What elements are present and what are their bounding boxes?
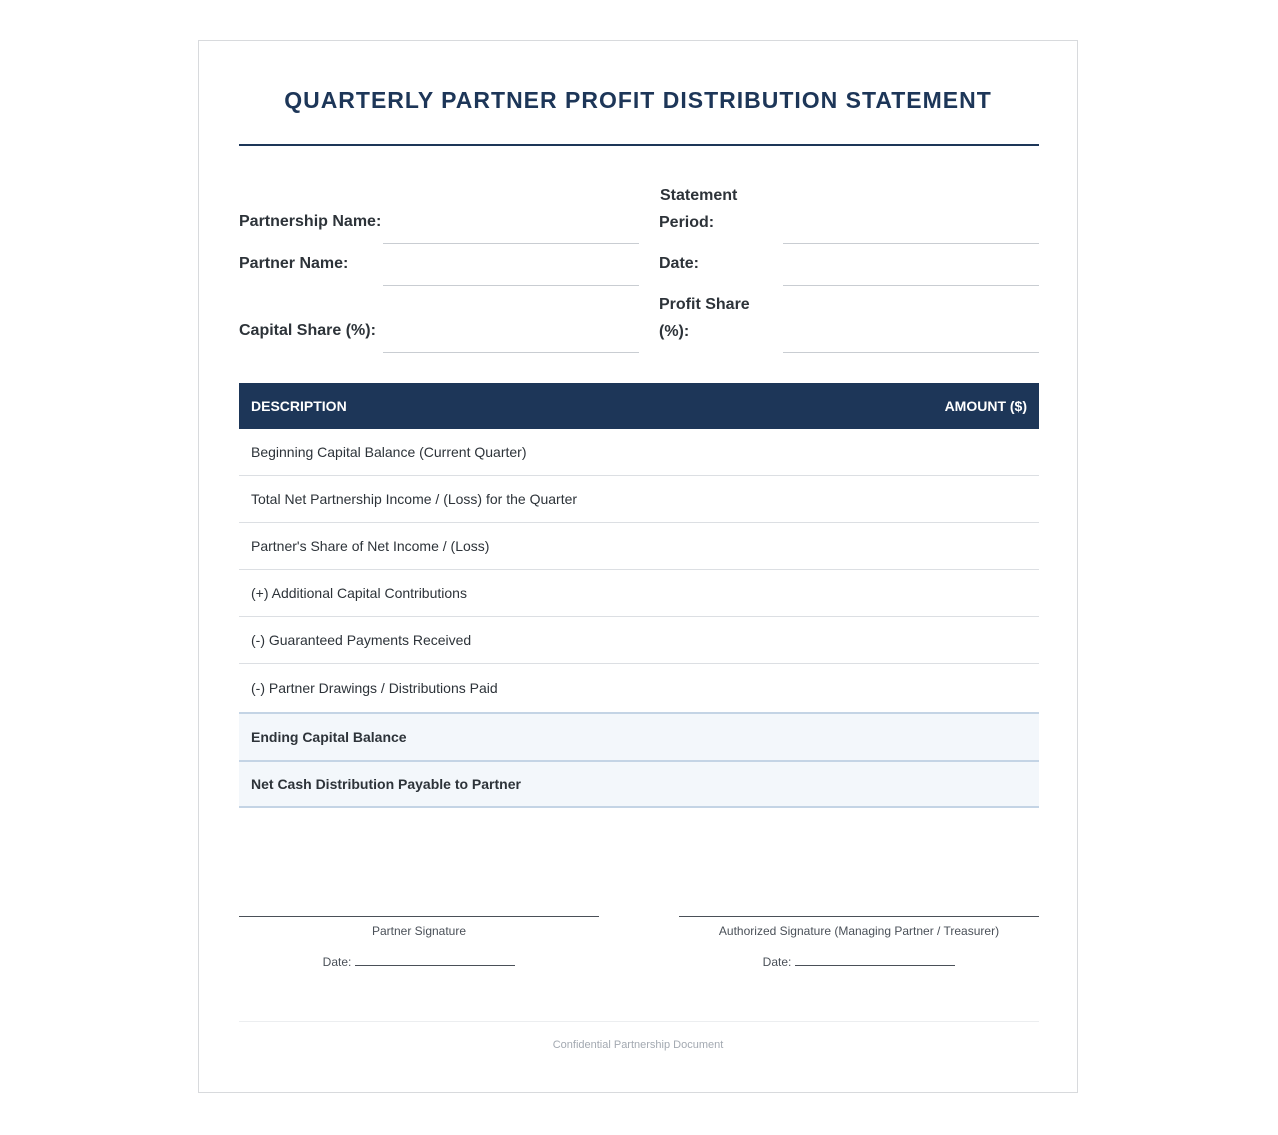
table-row <box>239 429 1039 476</box>
ending-capital-row <box>239 712 1039 760</box>
capital-share-field[interactable] <box>383 352 639 353</box>
footer-divider <box>239 1021 1039 1022</box>
profit-share-label-line-2: (%): <box>659 323 690 340</box>
row-description: Partner's Share of Net Income / (Loss) <box>251 538 490 554</box>
table-row <box>239 570 1039 617</box>
row-description: (-) Guaranteed Payments Received <box>251 632 472 648</box>
authorized-signature-line[interactable] <box>679 916 1039 917</box>
row-description: (-) Partner Drawings / Distributions Paid <box>251 680 498 696</box>
authorized-date-field[interactable] <box>795 954 955 966</box>
statement-period-label <box>659 183 737 236</box>
table-header <box>239 383 1039 429</box>
statement-page <box>198 40 1078 1093</box>
net-distribution-row <box>239 760 1039 808</box>
total-description: Ending Capital Balance <box>251 729 407 745</box>
partner-date-field[interactable] <box>355 954 515 966</box>
partner-date-label: Date: <box>322 955 352 969</box>
statement-period-label-line-1: Statement <box>660 187 738 204</box>
table-row <box>239 664 1039 712</box>
profit-share-label-line-1: Profit Share <box>659 296 750 313</box>
table-row <box>239 523 1039 570</box>
partnership-name-field[interactable] <box>383 243 639 244</box>
date-label: Date: <box>659 255 700 272</box>
partner-signature-line[interactable] <box>239 916 599 917</box>
authorized-signature-caption: Authorized Signature (Managing Partner / Treasurer) <box>718 924 1000 938</box>
distribution-table <box>239 383 1039 808</box>
header-description: DESCRIPTION <box>251 398 347 414</box>
statement-period-label-line-2: Period: <box>659 214 715 231</box>
table-row <box>239 476 1039 523</box>
profit-share-field[interactable] <box>783 352 1039 353</box>
partner-signature-date <box>239 954 599 969</box>
statement-period-field[interactable] <box>783 243 1039 244</box>
row-description: Beginning Capital Balance (Current Quarter) <box>251 444 527 460</box>
date-field[interactable] <box>783 285 1039 286</box>
document-title: QUARTERLY PARTNER PROFIT DISTRIBUTION STATEMENT <box>284 87 992 113</box>
authorized-signature-date <box>679 954 1039 969</box>
capital-share-label: Capital Share (%): <box>239 322 376 339</box>
table-row <box>239 617 1039 664</box>
header-amount: AMOUNT ($) <box>944 398 1027 414</box>
partner-name-field[interactable] <box>383 285 639 286</box>
authorized-date-label: Date: <box>762 955 792 969</box>
row-description: Total Net Partnership Income / (Loss) for the Quarter <box>251 491 578 507</box>
title-divider <box>239 144 1039 146</box>
row-description: (+) Additional Capital Contributions <box>251 585 467 601</box>
footer-text: Confidential Partnership Document <box>552 1039 724 1051</box>
partner-signature-caption: Partner Signature <box>371 924 467 938</box>
total-description: Net Cash Distribution Payable to Partner <box>251 776 521 792</box>
profit-share-label <box>659 292 750 345</box>
partner-name-label: Partner Name: <box>239 255 349 272</box>
partnership-name-label: Partnership Name: <box>239 213 382 230</box>
